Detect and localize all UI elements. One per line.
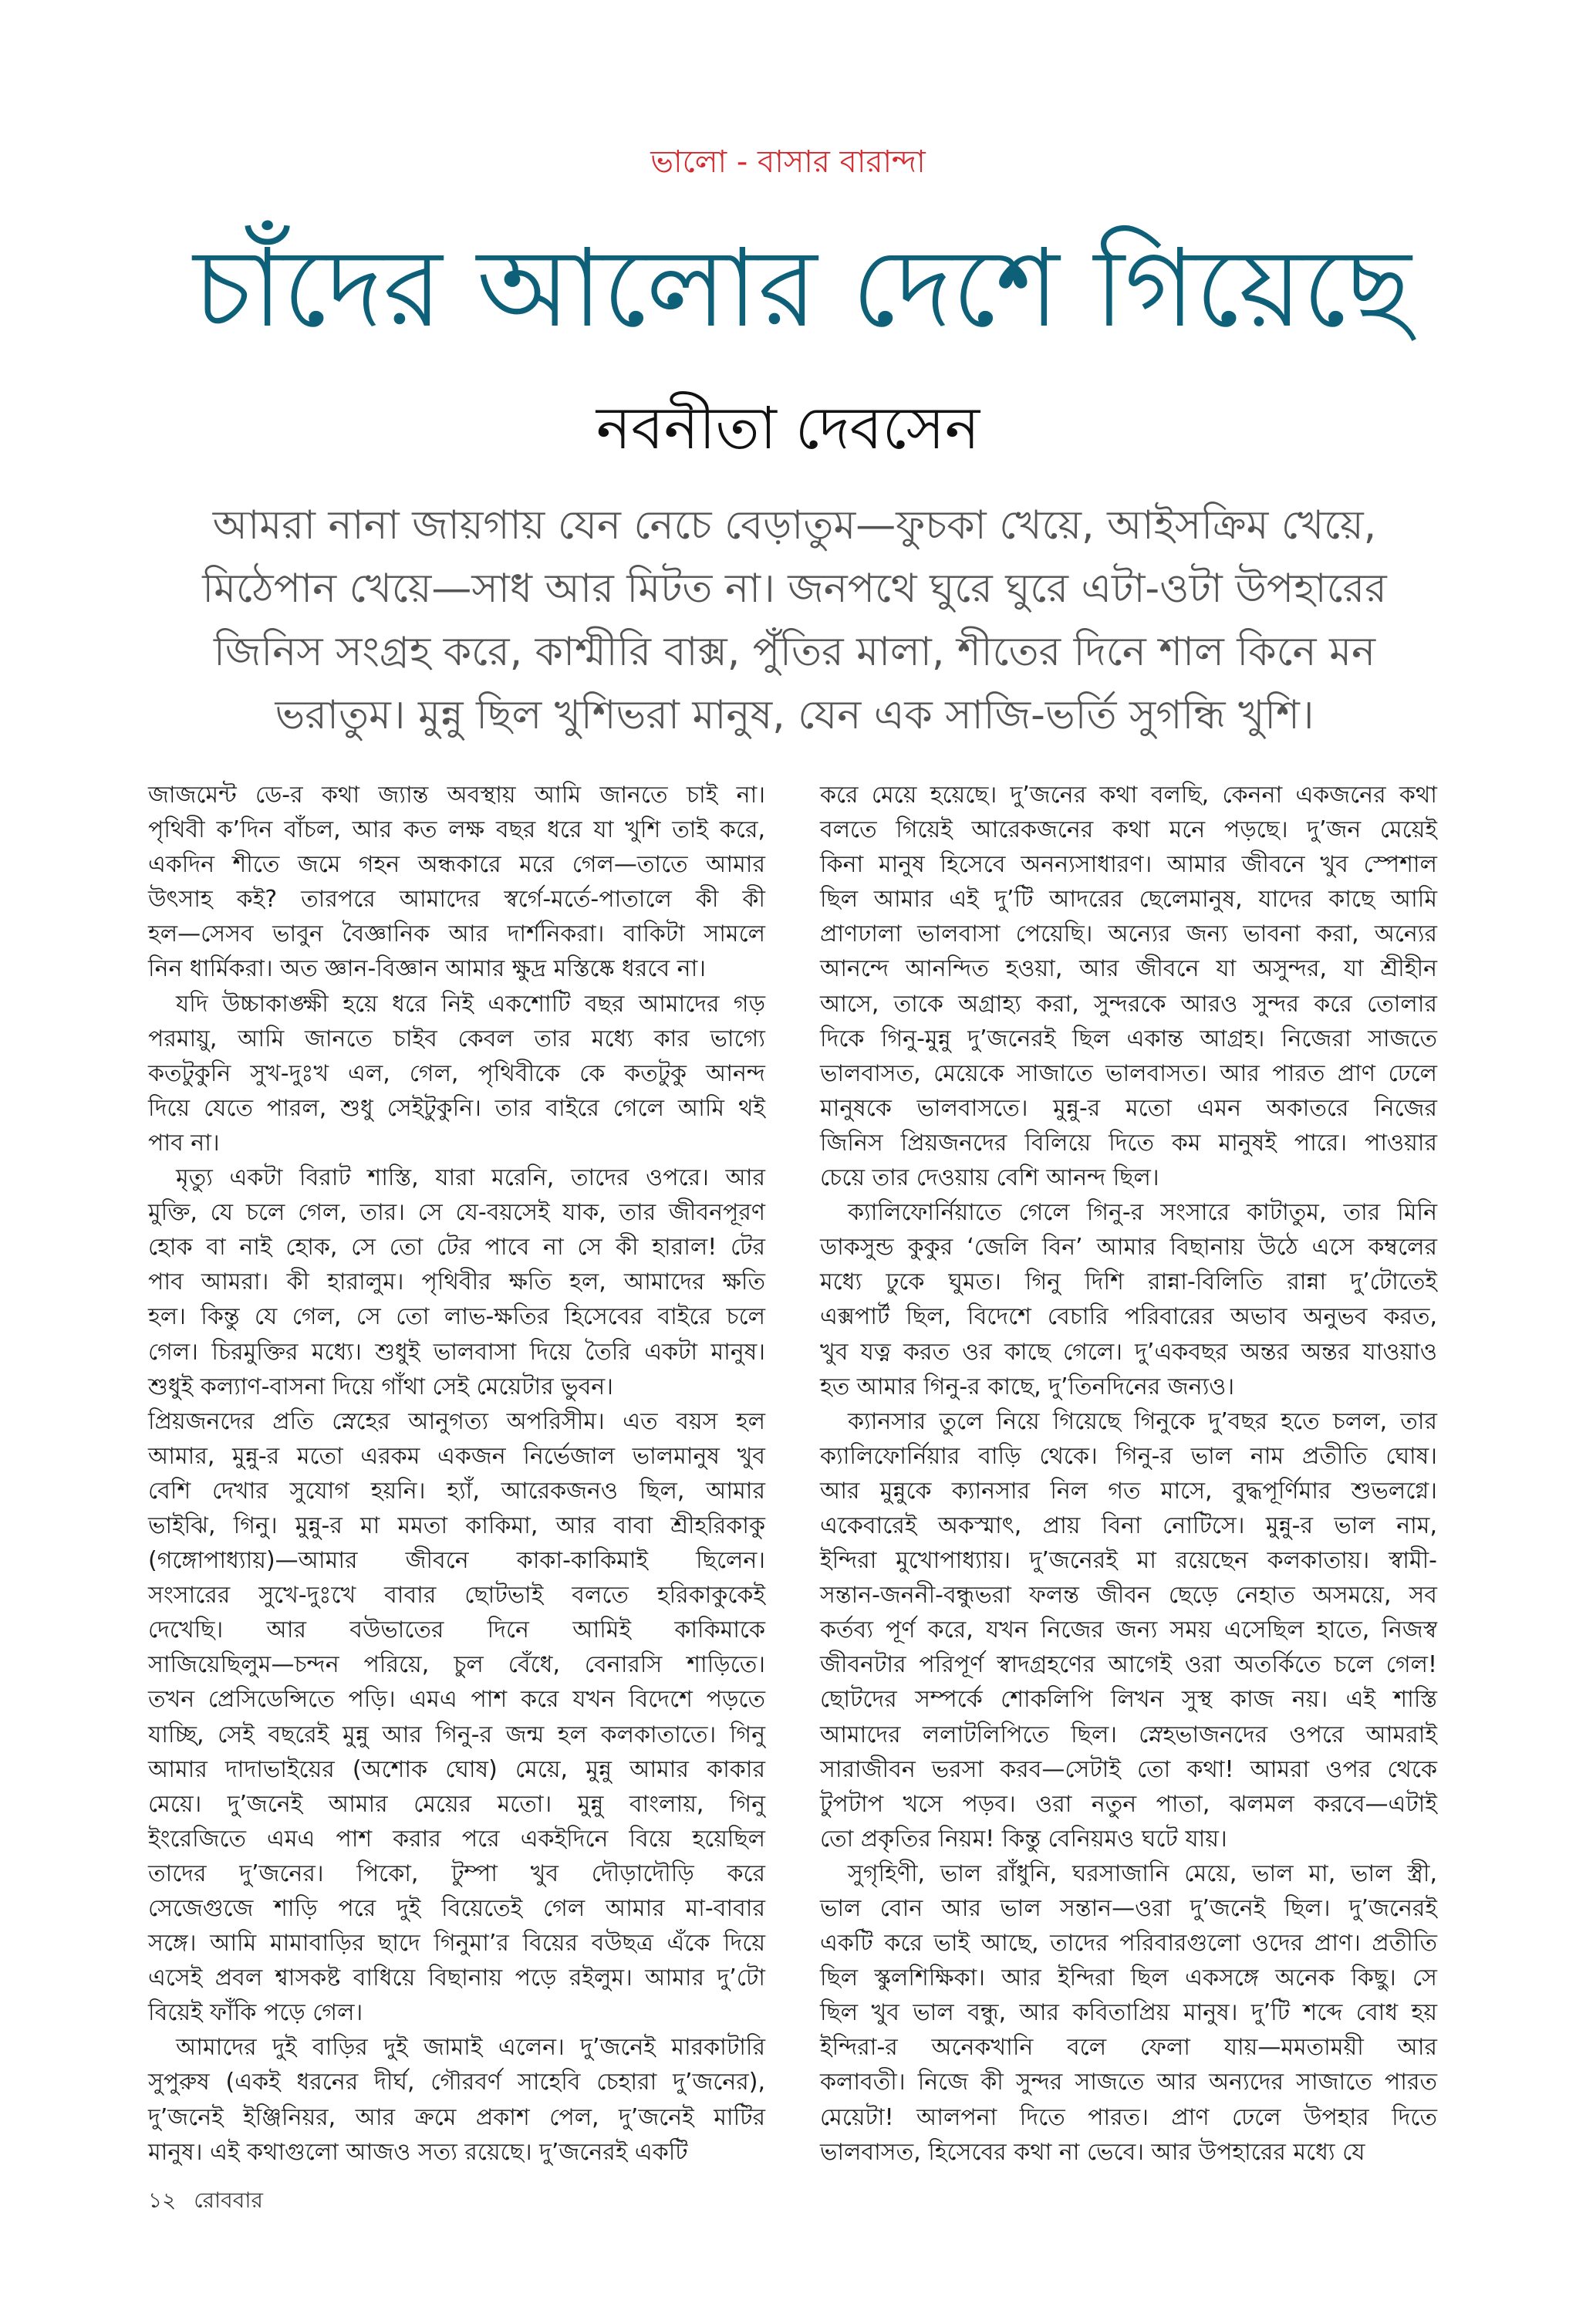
text-line: মধ্যে ঢুকে ঘুমত। গিনু দিশি রান্না-বিলিতি রান্না দু’টোতেই (820, 1268, 1437, 1296)
text-line: পরমায়ু, আমি জানতে চাইব কেবল তার মধ্যে কার ভাগ্যে (148, 1025, 765, 1052)
text-line: হল। কিন্তু যে গেল, সে তো লাভ-ক্ষতির হিসেবের বাইরে চলে (148, 1303, 765, 1331)
text-line: ক্যালিফোর্নিয়াতে গেলে গিনু-র সংসারে কাটাতুম, তার মিনি (848, 1199, 1437, 1227)
text-line: বিয়েই ফাঁকি পড়ে গেল। (148, 1999, 363, 2027)
text-line: টুপটাপ খসে পড়ব। ওরা নতুন পাতা, ঝলমল করবে—এটাই (820, 1790, 1437, 1818)
text-line: তখন প্রেসিডেন্সিতে পড়ি। এমএ পাশ করে যখন বিদেশে পড়তে (148, 1686, 765, 1714)
text-line: করে মেয়ে হয়েছে। দু’জনের কথা বলছি, কেননা একজনের কথা (820, 782, 1437, 809)
paragraph (148, 987, 765, 1160)
text-line: মেয়ে। দু’জনেই আমার মেয়ের মতো। মুন্নু বাংলায়, গিনু (148, 1790, 765, 1818)
text-line: প্রিয়জনদের প্রতি স্নেহের আনুগত্য অপরিসীম। এত বয়স হল (148, 1407, 765, 1435)
text-line: মেয়েটা! আলপনা দিতে পারত। প্রাণ ঢেলে উপহার দিতে (820, 2103, 1437, 2131)
text-line: ইন্দিরা মুখোপাধ্যায়। দু’জনেরই মা রয়েছেন কলকাতায়। স্বামী- (820, 1547, 1437, 1575)
text-line: ইংরেজিতে এমএ পাশ করার পরে একইদিনে বিয়ে হয়েছিল (148, 1825, 765, 1853)
text-line: সুপুরুষ (একই ধরনের দীর্ঘ, গৌরবর্ণ সাহেবি চেহারা দু’জনের), (148, 2069, 765, 2096)
intro-line: মিঠেপান খেয়ে—সাধ আর মিটত না। জনপথে ঘুরে ঘুরে এটা-ওটা উপহারের (202, 566, 1387, 612)
text-line: জাজমেন্ট ডে-র কথা জ্যান্ত অবস্থায় আমি জানতে চাই না। (148, 782, 765, 809)
text-line: যাচ্ছি, সেই বছরেই মুন্নু আর গিনু-র জন্ম হল কলকাতাতে। গিনু (148, 1721, 765, 1748)
text-line: এক্সপার্ট ছিল, বিদেশে বেচারি পরিবারের অভাব অনুভব করত, (820, 1303, 1437, 1331)
body-column-left (148, 778, 765, 2170)
text-line: ভালবাসত, মেয়েকে সাজাতে ভালবাসত। আর পারত প্রাণ ঢেলে (820, 1059, 1437, 1087)
text-line: ছিল খুব ভাল বন্ধু, আর কবিতাপ্রিয় মানুষ। দু’টি শব্দে বোধ হয় (820, 1999, 1437, 2027)
paragraph (148, 1404, 765, 2031)
text-line: পৃথিবী ক’দিন বাঁচল, আর কত লক্ষ বছর ধরে যা খুশি তাই করে, (148, 816, 765, 844)
text-line: হল—সেসব ভাবুন বৈজ্ঞানিক আর দার্শনিকরা। বাকিটা সামলে (148, 920, 765, 948)
text-line: সেজেগুজে শাড়ি পরে দুই বিয়েতেই গেল আমার মা-বাবার (148, 1895, 765, 1922)
paragraph (820, 778, 1437, 1195)
text-line: বলতে গিয়েই আরেকজনের কথা মনে পড়ছে। দু’জন মেয়েই (820, 816, 1437, 844)
text-line: ভাল বোন আর ভাল সন্তান—ওরা দু’জনেই ছিল। দু’জনেরই (820, 1895, 1437, 1922)
text-line: জিনিস প্রিয়জনদের বিলিয়ে দিতে কম মানুষই পারে। পাওয়ার (820, 1129, 1437, 1157)
text-line: হোক বা নাই হোক, সে তো টের পাবে না সে কী হারাল! টের (148, 1234, 765, 1262)
paragraph (148, 1160, 765, 1404)
text-line: সারাজীবন ভরসা করব—সেটাই তো কথা! আমরা ওপর থেকে (820, 1755, 1437, 1783)
text-line: ছোটদের সম্পর্কে শোকলিপি লিখন সুস্থ কাজ নয়। এই শাস্তি (820, 1686, 1437, 1714)
text-line: ইন্দিরা-র অনেকখানি বলে ফেলা যায়—মমতাময়ী আর (820, 2034, 1437, 2062)
text-line: আমাদের ললাটলিপিতে ছিল। স্নেহভাজনদের ওপরে আমরাই (820, 1721, 1437, 1748)
text-line: একেবারেই অকস্মাৎ, প্রায় বিনা নোটিসে। মুন্নু-র ভাল নাম, (820, 1512, 1437, 1539)
intro-line: ভরাতুম। মুন্নু ছিল খুশিভরা মানুষ, যেন এক সাজি-ভর্তি সুগন্ধি খুশি। (275, 692, 1314, 738)
intro-line: আমরা নানা জায়গায় যেন নেচে বেড়াতুম—ফুচকা খেয়ে, আইসক্রিম খেয়ে, (212, 502, 1377, 549)
text-line: এসেই প্রবল শ্বাসকষ্ট বাধিয়ে বিছানায় পড়ে রইলুম। আমার দু’টো (148, 1964, 765, 1992)
text-line: দেখেছি। আর বউভাতের দিনে আমিই কাকিমাকে (148, 1616, 765, 1644)
text-line: শুধুই কল্যাণ-বাসনা দিয়ে গাঁথা সেই মেয়েটার ভুবন। (148, 1373, 613, 1400)
text-line: কতটুকুনি সুখ-দুঃখ এল, গেল, পৃথিবীকে কে কতটুকু আনন্দ (148, 1059, 765, 1087)
text-line: উৎসাহ কই? তারপরে আমাদের স্বর্গে-মর্তে-পাতালে কী কী (148, 886, 765, 914)
text-line: ছিল আমার এই দু’টি আদরের ছেলেমানুষ, যাদের কাছে আমি (820, 886, 1437, 914)
text-line: একটি করে ভাই আছে, তাদের পরিবারগুলো ওদের প্রাণ। প্রতীতি (820, 1930, 1437, 1957)
text-line: আমার দাদাভাইয়ের (অশোক ঘোষ) মেয়ে, মুন্নু আমার কাকার (148, 1755, 765, 1783)
text-line: নিন ধার্মিকরা। অত জ্ঞান-বিজ্ঞান আমার ক্ষুদ্র মস্তিষ্কে ধরবে না। (148, 955, 707, 983)
paragraph (820, 1195, 1437, 1404)
text-line: মুক্তি, যে চলে গেল, তার। সে যে-বয়সেই যাক, তার জীবনপূরণ (148, 1199, 765, 1227)
text-line: আমাদের দুই বাড়ির দুই জামাই এলেন। দু’জনেই মারকাটারি (176, 2034, 765, 2062)
text-line: দিয়ে যেতে পারল, শুধু সেইটুকুনি। তার বাইরে গেলে আমি থই (148, 1094, 765, 1122)
paragraph (820, 1404, 1437, 1856)
text-line: সংসারের সুখে-দুঃখে বাবার ছোটভাই বলতে হরিকাকুকেই (148, 1582, 765, 1610)
text-line: পাব না। (148, 1129, 220, 1157)
text-line: আনন্দে আনন্দিত হওয়া, আর জীবনে যা অসুন্দর, যা শ্রীহীন (820, 955, 1437, 983)
author-name: নবনীতা দেবসেন (596, 394, 980, 462)
text-line: হত আমার গিনু-র কাছে, দু’তিনদিনের জন্যও। (820, 1373, 1235, 1400)
text-line: মানুষ। এই কথাগুলো আজও সত্য রয়েছে। দু’জনেরই একটি (148, 2138, 688, 2166)
text-line: সাজিয়েছিলুম—চন্দন পরিয়ে, চুল বেঁধে, বেনারসি শাড়িতে। (148, 1651, 765, 1679)
text-line: সন্তান-জননী-বন্ধুভরা ফলন্ত জীবন ছেড়ে নেহাত অসময়ে, সব (820, 1582, 1437, 1610)
text-line: ক্যালিফোর্নিয়ার বাড়ি থেকে। গিনু-র ভাল নাম প্রতীতি ঘোষ। (820, 1442, 1437, 1470)
paragraph (820, 1856, 1437, 2170)
text-line: বেশি দেখার সুযোগ হয়নি। হ্যাঁ, আরেকজনও ছিল, আমার (148, 1477, 765, 1505)
text-line: দিকে গিনু-মুন্নু দু’জনেরই ছিল একান্ত আগ্রহ। নিজেরা সাজতে (820, 1025, 1437, 1052)
text-line: মৃত্যু একটা বিরাট শাস্তি, যারা মরেনি, তাদের ওপরে। আর (176, 1164, 765, 1192)
magazine-name: রোববার (194, 2187, 263, 2213)
text-line: ডাকসুন্ড কুকুর ‘জেলি বিন’ আমার বিছানায় উঠে এসে কম্বলের (820, 1234, 1437, 1262)
text-line: আসে, তাকে অগ্রাহ্য করা, সুন্দরকে আরও সুন্দর করে তোলার (820, 990, 1437, 1018)
text-line: (গঙ্গোপাধ্যায়)—আমার জীবনে কাকা-কাকিমাই ছিলেন। (148, 1547, 765, 1575)
page-footer (148, 2184, 274, 2220)
text-line: তাদের দু’জনের। পিকো, টুম্পা খুব দৌড়াদৌড়ি করে (148, 1860, 765, 1887)
text-line: কিনা মানুষ হিসেবে অনন্যসাধারণ। আমার জীবনে খুব স্পেশাল (820, 851, 1437, 879)
text-line: আমার, মুন্নু-র মতো এরকম একজন নির্ভেজাল ভালমানুষ খুব (148, 1442, 765, 1470)
text-line: খুব যত্ন করত ওর কাছে গেলে। দু’একবছর অন্তর অন্তর যাওয়াও (820, 1338, 1437, 1366)
text-line: ক্যানসার তুলে নিয়ে গিয়েছে গিনুকে দু’বছর হতে চলল, তার (848, 1407, 1437, 1435)
text-line: জীবনটার পরিপূর্ণ স্বাদগ্রহণের আগেই ওরা অতর্কিতে চলে গেল! (820, 1651, 1437, 1679)
text-line: ছিল স্কুলশিক্ষিকা। আর ইন্দিরা ছিল একসঙ্গে অনেক কিছু। সে (820, 1964, 1437, 1992)
paragraph (148, 2030, 765, 2169)
text-line: একদিন শীতে জমে গহন অন্ধকারে মরে গেল—তাতে আমার (148, 851, 765, 879)
article-title: চাঁদের আলোর দেশে গিয়েছে (193, 226, 1412, 352)
text-line: চেয়ে তার দেওয়ায় বেশি আনন্দ ছিল। (820, 1164, 1159, 1192)
text-line: মানুষকে ভালবাসতে। মুন্নু-র মতো এমন অকাতরে নিজের (820, 1094, 1437, 1122)
body-column-right (820, 778, 1437, 2170)
text-line: সঙ্গে। আমি মামাবাড়ির ছাদে গিনুমা’র বিয়ের বউছত্র এঁকে দিয়ে (148, 1930, 765, 1957)
intro-blurb (147, 494, 1443, 747)
text-line: কলাবতী। নিজে কী সুন্দর সাজতে আর অন্যদের সাজাতে পারত (820, 2069, 1437, 2096)
text-line: ভাইঝি, গিনু। মুন্নু-র মা মমতা কাকিমা, আর বাবা শ্রীহরিকাকু (148, 1512, 765, 1539)
text-line: তো প্রকৃতির নিয়ম! কিন্তু বেনিয়মও ঘটে যায়। (820, 1825, 1227, 1853)
paragraph (148, 778, 765, 987)
section-label: ভালো - বাসার বারান্দা (650, 144, 926, 180)
text-line: কর্তব্য পূর্ণ করে, যখন নিজের জন্য সময় এসেছিল হাতে, নিজস্ব (820, 1616, 1437, 1644)
text-line: গেল। চিরমুক্তির মধ্যে। শুধুই ভালবাসা দিয়ে তৈরি একটা মানুষ। (148, 1338, 765, 1366)
text-line: ভালবাসত, হিসেবের কথা না ভেবে। আর উপহারের মধ্যে যে (820, 2138, 1365, 2166)
text-line: সুগৃহিণী, ভাল রাঁধুনি, ঘরসাজানি মেয়ে, ভাল মা, ভাল স্ত্রী, (848, 1860, 1437, 1887)
intro-line: জিনিস সংগ্রহ করে, কাশ্মীরি বাক্স, পুঁতির মালা, শীতের দিনে শাল কিনে মন (213, 629, 1376, 675)
text-line: আর মুন্নুকে ক্যানসার নিল গত মাসে, বুদ্ধপূর্ণিমার শুভলগ্নে। (820, 1477, 1437, 1505)
text-line: প্রাণঢালা ভালবাসা পেয়েছি। অন্যের জন্য ভাবনা করা, অন্যের (820, 920, 1437, 948)
page-number: ১২ (148, 2187, 177, 2213)
text-line: দু’জনেই ইঞ্জিনিয়র, আর ক্রমে প্রকাশ পেল, দু’জনেই মাটির (148, 2103, 765, 2131)
text-line: পাব আমরা। কী হারালুম। পৃথিবীর ক্ষতি হল, আমাদের ক্ষতি (148, 1268, 765, 1296)
text-line: যদি উচ্চাকাঙ্ক্ষী হয়ে ধরে নিই একশোটি বছর আমাদের গড় (176, 990, 765, 1018)
